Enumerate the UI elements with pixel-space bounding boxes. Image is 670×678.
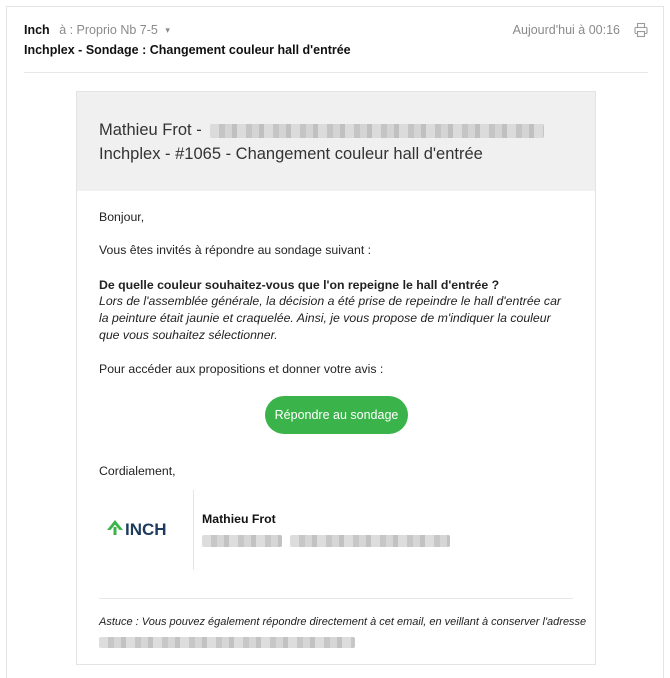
chevron-down-icon[interactable]: ▾: [165, 25, 170, 35]
signature: [105, 490, 485, 570]
redacted-text: [202, 535, 282, 547]
redacted-text: [99, 637, 355, 648]
footer-tip-address: [99, 634, 355, 652]
signature-contact: [202, 532, 450, 550]
message-banner: [77, 92, 595, 191]
poll-description: Lors de l'assemblée générale, la décision a été prise de repeindre le hall d'entrée car la peinture était jaunie et craquelée. Ainsi, je vous propose de m'indiquer la couleur que vous souhaitez sélectionner.: [99, 294, 562, 342]
printer-icon[interactable]: [634, 22, 648, 38]
email-date: Aujourd'hui à 00:16: [512, 23, 620, 37]
access-text: Pour accéder aux propositions et donner votre avis :: [99, 362, 384, 376]
logo-text: INCH: [125, 520, 167, 538]
footer-tip: Astuce : Vous pouvez également répondre directement à cet email, en veillant à conserver l'adresse: [99, 616, 587, 628]
banner-author: Mathieu Frot -: [99, 121, 202, 139]
redacted-text: [290, 535, 450, 547]
email-header: [24, 22, 648, 62]
header-divider: [24, 72, 648, 73]
footer-divider: [99, 598, 573, 599]
email-message-card: [76, 91, 596, 665]
greeting: Bonjour,: [99, 210, 145, 224]
sender-name[interactable]: Inch: [24, 23, 50, 37]
recipient-label[interactable]: à : Proprio Nb 7-5: [59, 23, 158, 37]
inch-logo: [105, 516, 179, 538]
email-subject: Inchplex - Sondage : Changement couleur hall d'entrée: [24, 43, 351, 57]
poll-question: De quelle couleur souhaitez-vous que l'on repeigne le hall d'entrée ?: [99, 278, 500, 292]
banner-author-line: [99, 121, 544, 140]
signature-divider: [193, 490, 194, 570]
redacted-text: [210, 124, 544, 138]
signature-name: Mathieu Frot: [202, 512, 276, 526]
closing: Cordialement,: [99, 464, 176, 478]
answer-poll-button[interactable]: Répondre au sondage: [265, 396, 408, 434]
intro-text: Vous êtes invités à répondre au sondage suivant :: [99, 243, 372, 257]
banner-title: Inchplex - #1065 - Changement couleur hall d'entrée: [99, 145, 483, 163]
sender-line: [24, 23, 170, 37]
